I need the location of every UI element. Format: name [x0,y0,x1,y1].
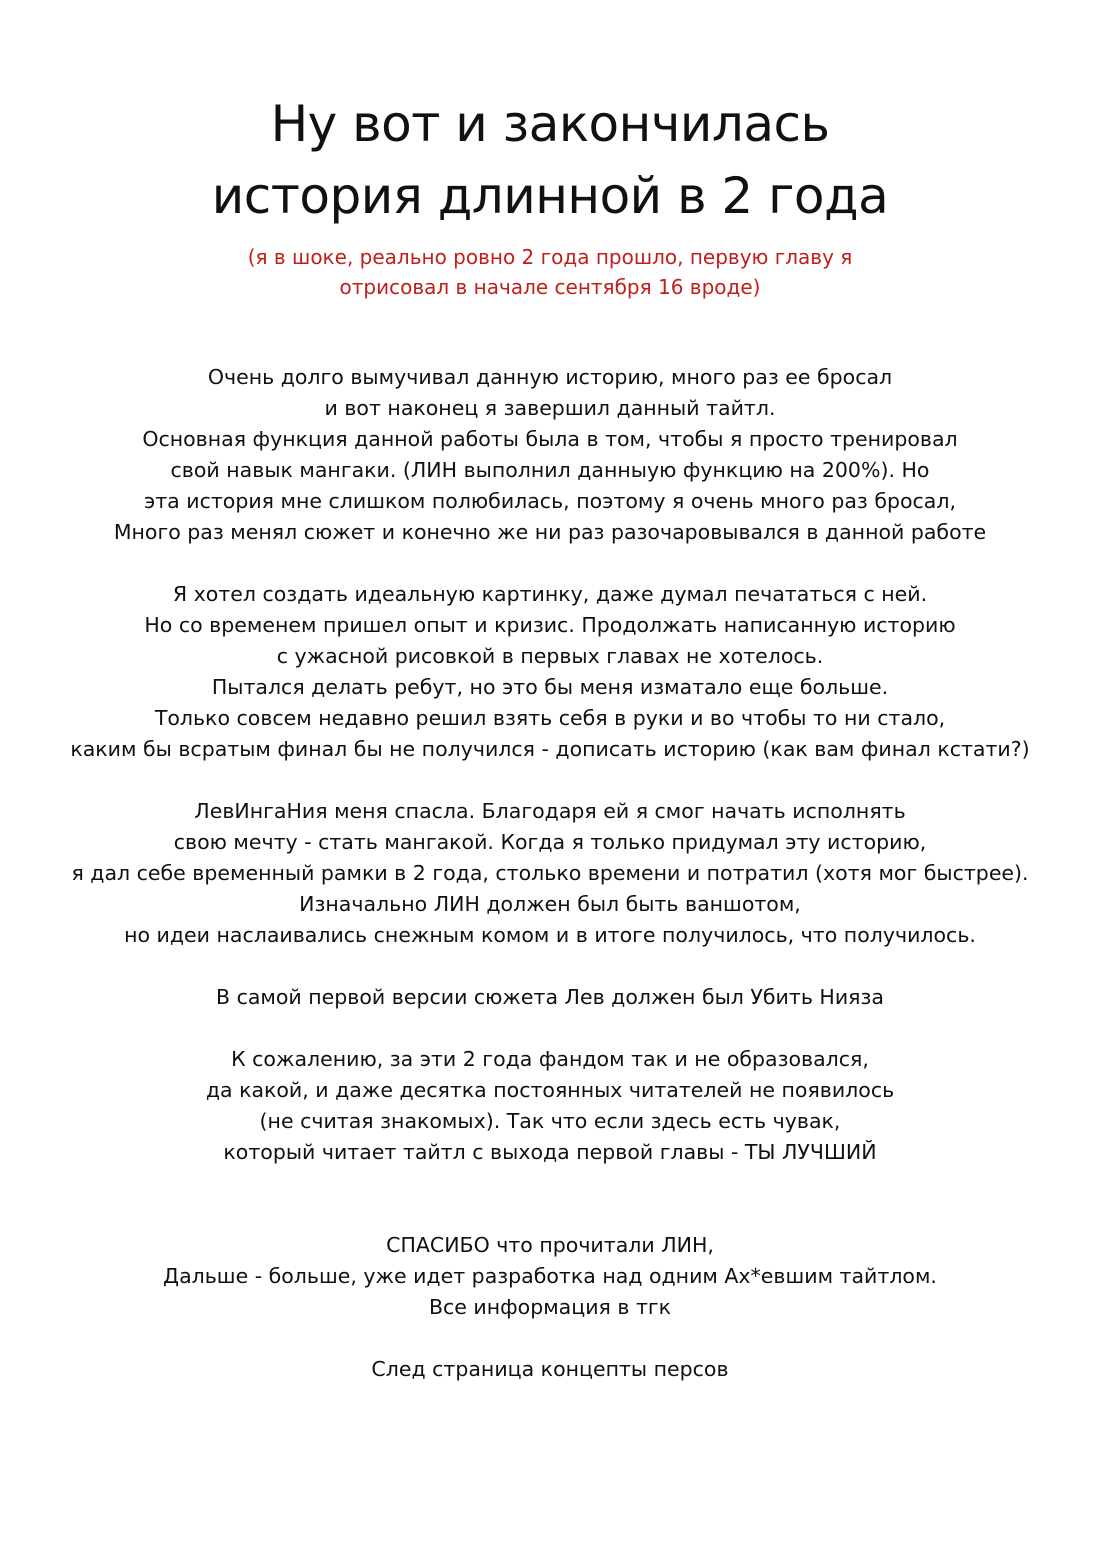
paragraph-line: Много раз менял сюжет и конечно же ни раз разочаровывался в данной работе [113,520,987,544]
closing-line: СПАСИБО что прочитали ЛИН, [386,1233,714,1257]
subtitle-line-2: отрисовал в начале сентября 16 вроде) [339,275,761,299]
paragraph-line: эта история мне слишком полюбилась, поэтому я очень много раз бросал, [143,489,956,513]
paragraph-spacer [0,765,1100,796]
paragraph-3 [0,796,1100,951]
paragraph-5 [0,1044,1100,1168]
subtitle-line-1: (я в шоке, реально ровно 2 года прошло, первую главу я [247,245,853,269]
paragraph-line: но идеи наслаивались снежным комом и в итоге получилось, что получилось. [124,923,976,947]
paragraph-line: В самой первой версии сюжета Лев должен был Убить Нияза [216,985,884,1009]
paragraph-line: который читает тайтл с выхода первой главы - ТЫ ЛУЧШИЙ [223,1140,877,1164]
title-line-1: Ну вот и закончилась [270,95,830,153]
paragraph-line: Очень долго вымучивал данную историю, много раз ее бросал [207,365,893,389]
paragraph-spacer [0,1168,1100,1230]
paragraph-line: свою мечту - стать мангакой. Когда я только придумал эту историю, [173,830,927,854]
paragraph-line: К сожалению, за эти 2 года фандом так и не образовался, [231,1047,869,1071]
paragraph-line: Пытался делать ребут, но это бы меня изматало еще больше. [211,675,889,699]
paragraph-line: ЛевИнгаНия меня спасла. Благодаря ей я смог начать исполнять [194,799,906,823]
next-page-note: След страница концепты персов [371,1357,729,1381]
title-line-2: история длинной в 2 года [211,167,889,225]
page-title [0,88,1100,232]
closing-line: Дальше - больше, уже идет разработка над одним Ах*евшим тайтлом. [163,1264,937,1288]
subtitle-note [0,242,1100,302]
paragraph-spacer [0,951,1100,982]
paragraph-spacer [0,548,1100,579]
paragraph-1 [0,362,1100,548]
paragraph-line: Только совсем недавно решил взять себя в руки и во чтобы то ни стало, [154,706,946,730]
paragraph-spacer [0,1323,1100,1354]
paragraph-line: каким бы всратым финал бы не получился - дописать историю (как вам финал кстати?) [70,737,1030,761]
paragraph-line: Изначально ЛИН должен был быть ваншотом, [299,892,801,916]
paragraph-spacer [0,1013,1100,1044]
paragraph-line: Я хотел создать идеальную картинку, даже думал печататься с ней. [172,582,928,606]
paragraph-line: свой навык мангаки. (ЛИН выполнил данныую функцию на 200%). Но [170,458,930,482]
body-text [0,362,1100,1385]
paragraph-line: Основная функция данной работы была в том, чтобы я просто тренировал [142,427,958,451]
paragraph-2 [0,579,1100,765]
paragraph-line: да какой, и даже десятка постоянных читателей не появилось [205,1078,895,1102]
paragraph-line: Но со временем пришел опыт и кризис. Продолжать написанную историю [144,613,956,637]
paragraph-line: (не считая знакомых). Так что если здесь есть чувак, [259,1109,841,1133]
paragraph-line: я дал себе временный рамки в 2 года, столько времени и потратил (хотя мог быстрее). [71,861,1029,885]
paragraph-line: с ужасной рисовкой в первых главах не хотелось. [276,644,824,668]
closing-line: Все информация в тгк [428,1295,672,1319]
paragraph-4 [0,982,1100,1013]
closing-block [0,1230,1100,1323]
paragraph-line: и вот наконец я завершил данный тайтл. [324,396,776,420]
